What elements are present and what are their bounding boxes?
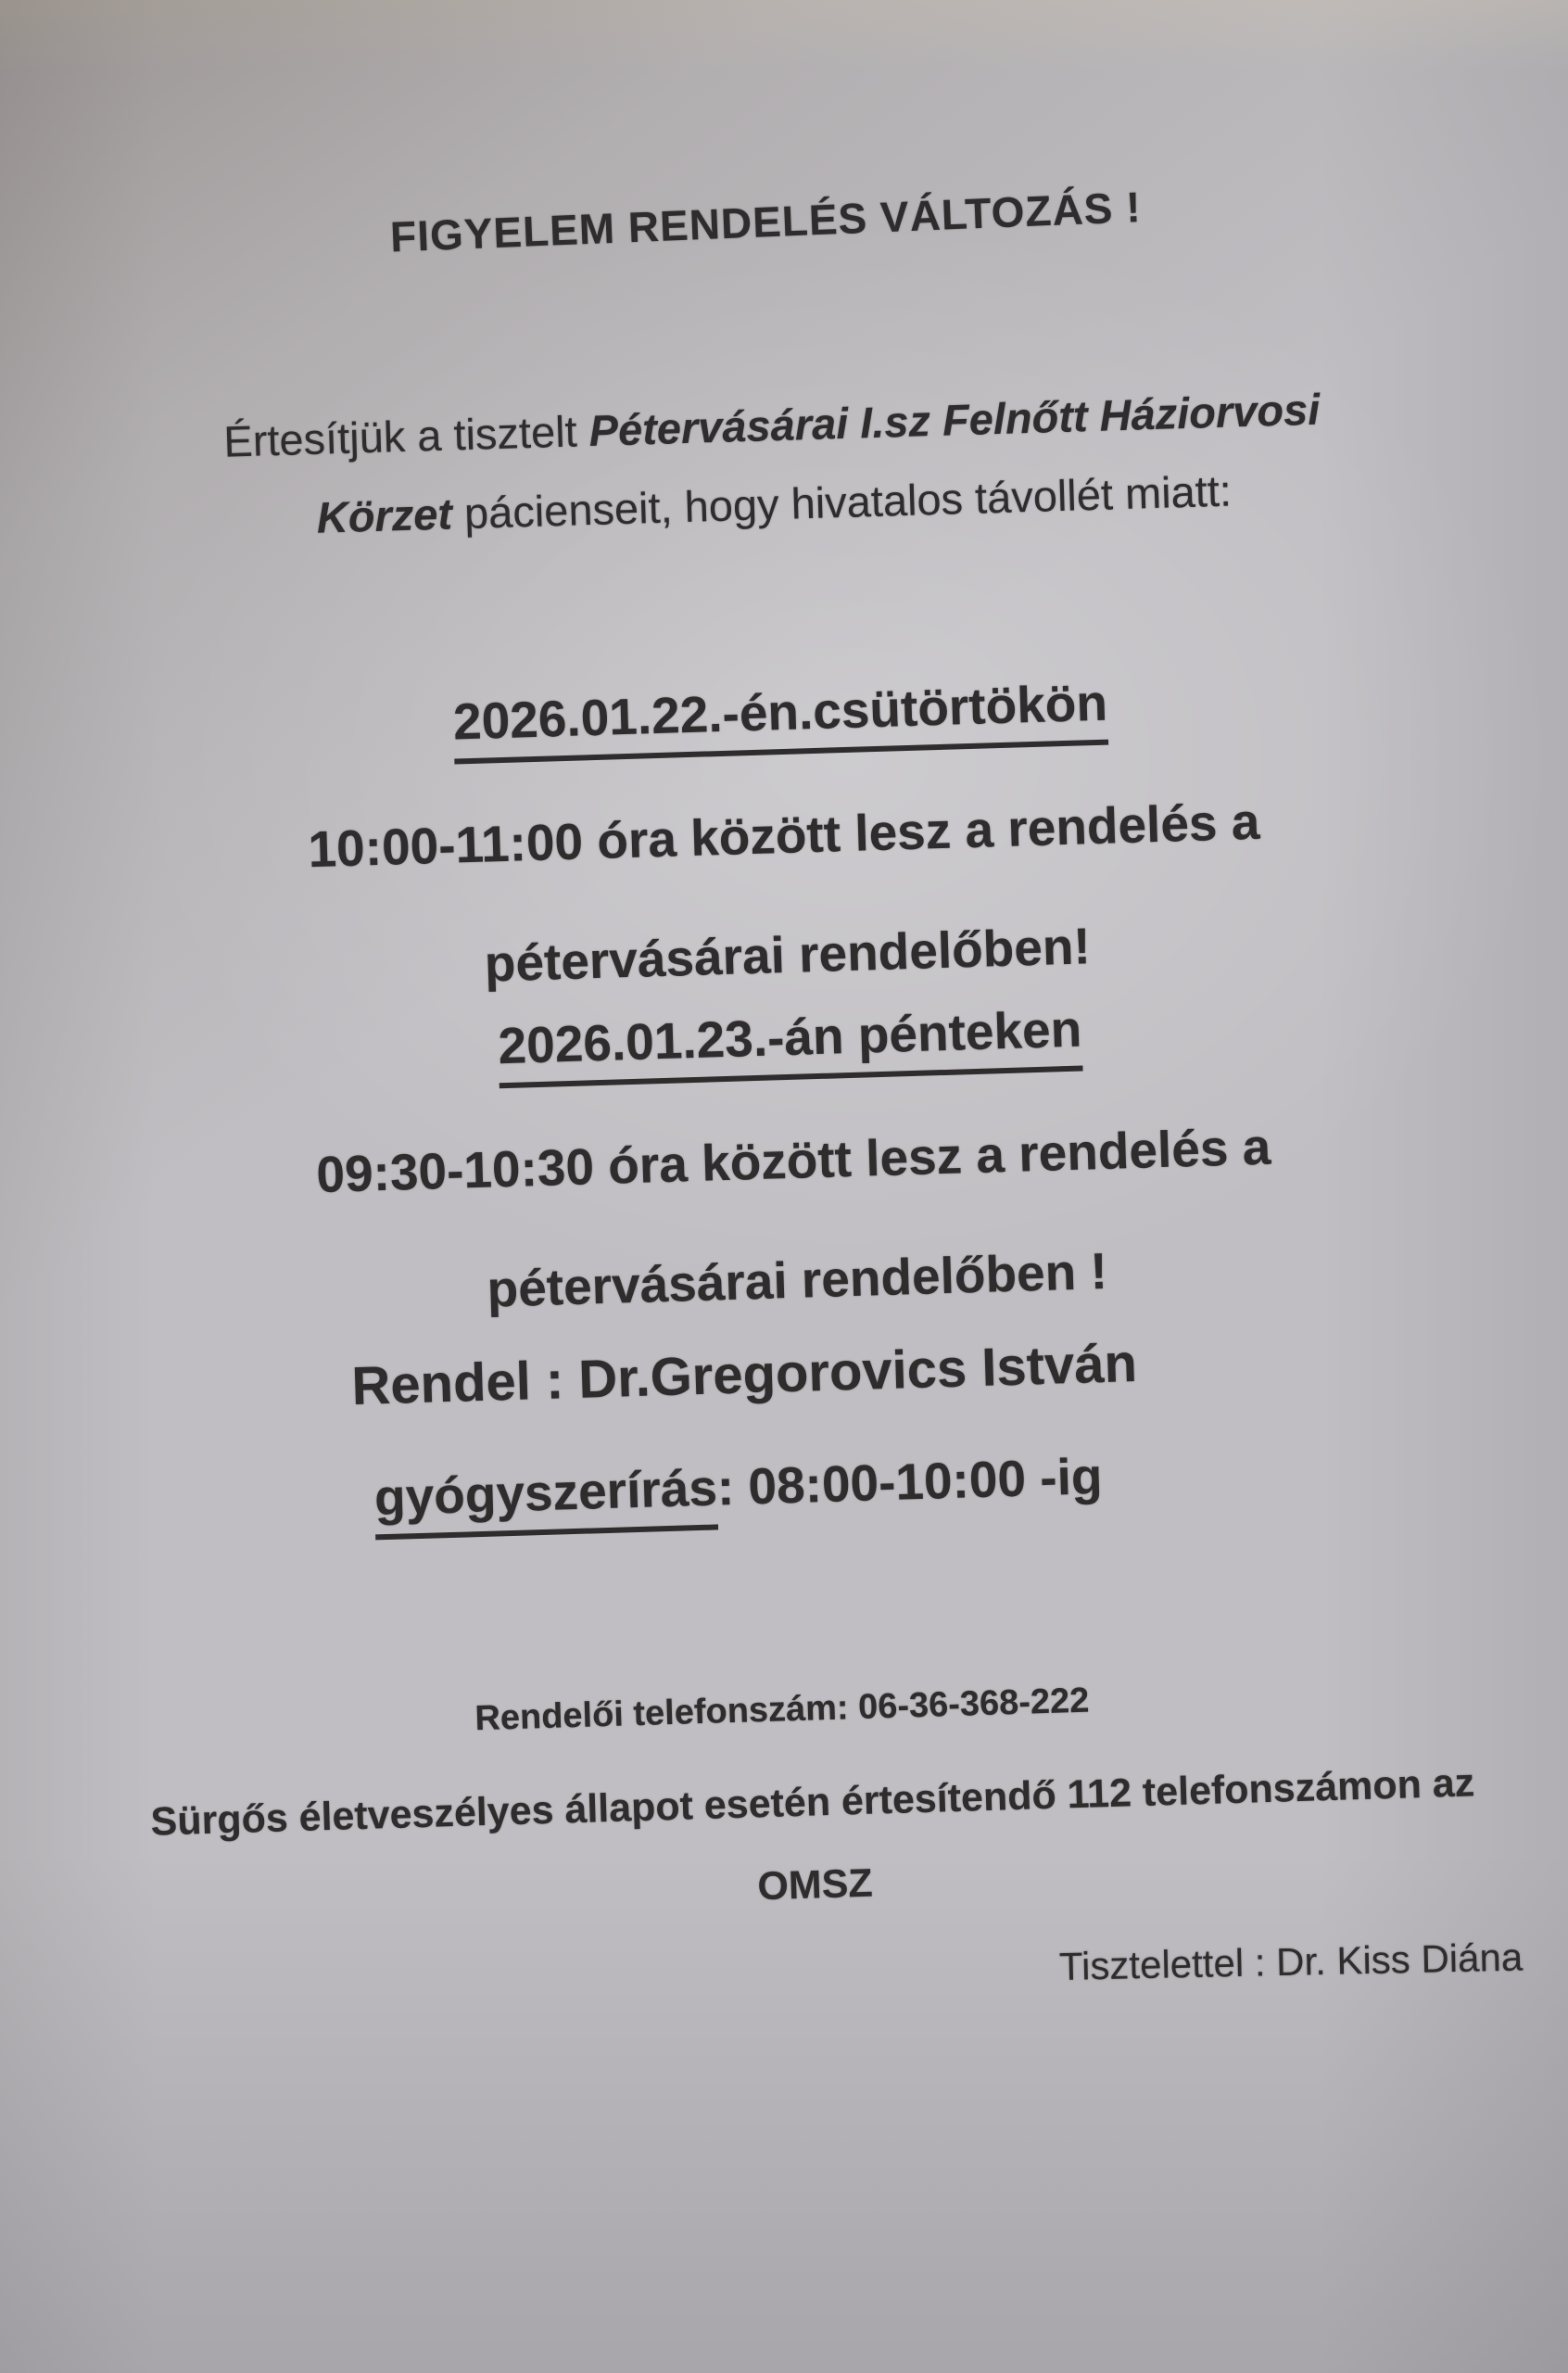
schedule-detail-line: 10:00-11:00 óra között lesz a rendelés a — [307, 792, 1261, 879]
schedule-date-underlined: 2026.01.22.-én.csütörtökön — [452, 673, 1108, 765]
office-phone-line: Rendelői telefonszám: 06-36-368-222 — [474, 1681, 1090, 1739]
schedule-detail-line: 09:30-10:30 óra között lesz a rendelés a — [315, 1117, 1272, 1204]
schedule-date-underlined: 2026.01.23.-án pénteken — [498, 999, 1083, 1089]
intro-regular-2: pácienseit, hogy hivatalos távollét miatt: — [451, 465, 1233, 539]
intro-paragraph — [0, 362, 1559, 566]
intro-regular-1: Értesítjük a tisztelt — [222, 406, 590, 466]
attending-doctor-line: Rendel : Dr.Gregorovics István — [350, 1332, 1138, 1417]
schedule-detail-line: pétervásárai rendelőben ! — [486, 1241, 1108, 1318]
prescription-hours-value: : 08:00-10:00 -ig — [715, 1447, 1104, 1516]
schedule-block-friday — [6, 984, 1568, 1333]
emergency-instruction-line: Sürgős életveszélyes állapot esetén értesítendő 112 telefonszámon az — [149, 1760, 1475, 1845]
prescription-label-underlined: gyógyszerírás — [373, 1457, 718, 1540]
intro-emphasis-1: Pétervásárai I.sz Felnőtt Háziorvosi — [588, 384, 1321, 456]
prescription-hours-line — [0, 1434, 1524, 1553]
notice-title: FIGYELEM RENDELÉS VÁLTOZÁS ! — [389, 183, 1143, 261]
schedule-block-thursday — [0, 659, 1568, 1008]
emergency-omsz-line: OMSZ — [756, 1860, 874, 1910]
schedule-detail-line: pétervásárai rendelőben! — [483, 917, 1092, 993]
signature-line: Tisztelettel : Dr. Kiss Diána — [1058, 1935, 1524, 1988]
intro-emphasis-2: Körzet — [316, 489, 453, 542]
schedule-date-heading — [6, 984, 1568, 1103]
schedule-date-heading — [0, 659, 1565, 778]
